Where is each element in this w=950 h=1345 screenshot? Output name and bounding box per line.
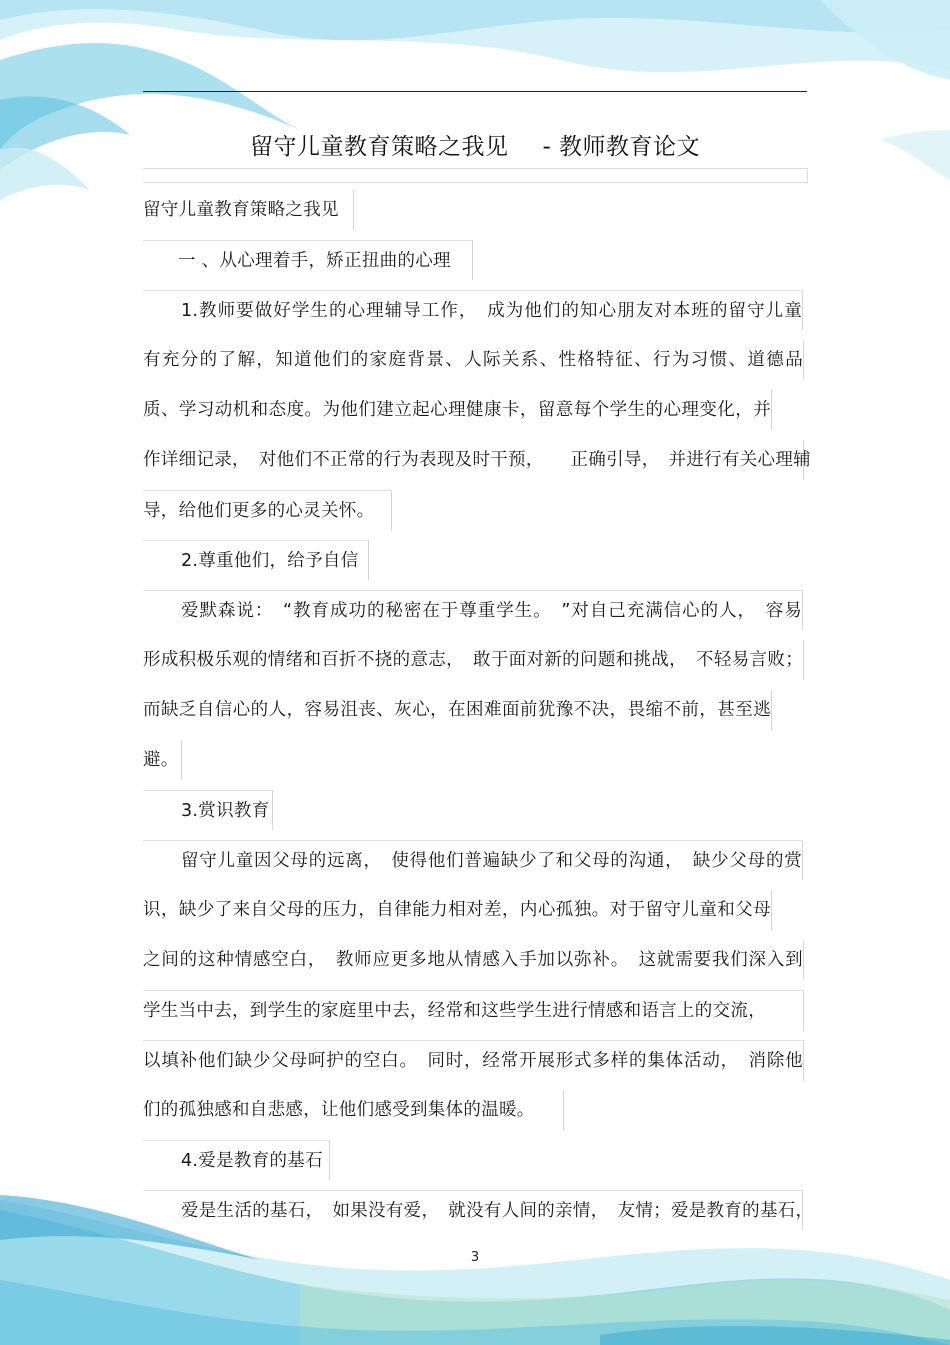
paragraph-line: 以填补他们缺少父母呵护的空白。 同时，经常开展形式多样的集体活动， 消除他 bbox=[143, 1040, 804, 1081]
subheading: 2.尊重他们，给予自信 bbox=[143, 540, 369, 580]
document-title bbox=[143, 128, 807, 161]
header-rule bbox=[143, 91, 807, 92]
paragraph-line: 质、学习动机和态度。为他们建立起心理健康卡，留意每个学生的心理变化，并 bbox=[143, 390, 772, 430]
paragraph-line: 而缺乏自信心的人，容易沮丧、灰心，在困难面前犹豫不决，畏缩不前，甚至逃 bbox=[143, 690, 772, 730]
page-number: 3 bbox=[470, 1250, 480, 1265]
paragraph-line: 1.教师要做好学生的心理辅导工作， 成为他们的知心朋友对本班的留守儿童 bbox=[143, 290, 803, 330]
paragraph-line: 作详细记录， 对他们不正常的行为表现及时干预， 正确引导， 并进行有关心理辅 bbox=[143, 440, 804, 480]
title-main: 留守儿童教育策略之我见 bbox=[249, 134, 509, 160]
section-heading: 一 、从心理着手，矫正扭曲的心理 bbox=[143, 240, 473, 280]
paragraph-line: 留守儿童因父母的远离， 使得他们普遍缺少了和父母的沟通， 缺少父母的赏 bbox=[143, 840, 803, 880]
subheading: 3.赏识教育 bbox=[143, 790, 273, 830]
paragraph-line: 有充分的了解，知道他们的家庭背景、人际关系、性格特征、行为习惯、道德品 bbox=[143, 340, 804, 380]
paragraph-line: 学生当中去，到学生的家庭里中去，经常和这些学生进行情感和语言上的交流， bbox=[143, 990, 804, 1031]
paragraph-line: 导，给他们更多的心灵关怀。 bbox=[143, 490, 392, 531]
paragraph-line: 避。 bbox=[143, 740, 182, 780]
paragraph-line: 爱是生活的基石， 如果没有爱， 就没有人间的亲情， 友情；爱是教育的基石， bbox=[143, 1190, 803, 1230]
paragraph-line: 形成积极乐观的情绪和百折不挠的意志， 敢于面对新的问题和挑战， 不轻易言败； bbox=[143, 640, 804, 680]
paragraph-line: 之间的这种情感空白， 教师应更多地从情感入手加以弥补。 这就需要我们深入到 bbox=[143, 940, 804, 980]
subtitle: 留守儿童教育策略之我见 bbox=[143, 190, 354, 230]
subheading: 4.爱是教育的基石 bbox=[143, 1140, 330, 1180]
title-box bbox=[143, 168, 808, 183]
paragraph-line: 爱默森说： “教育成功的秘密在于尊重学生。 ”对自己充满信心的人， 容易 bbox=[143, 590, 803, 630]
paragraph-line: 们的孤独感和自悲感，让他们感受到集体的温暖。 bbox=[143, 1090, 564, 1130]
paragraph-line: 识，缺少了来自父母的压力，自律能力相对差，内心孤独。对于留守儿童和父母 bbox=[143, 890, 772, 930]
title-suffix: - 教师教育论文 bbox=[542, 134, 701, 160]
